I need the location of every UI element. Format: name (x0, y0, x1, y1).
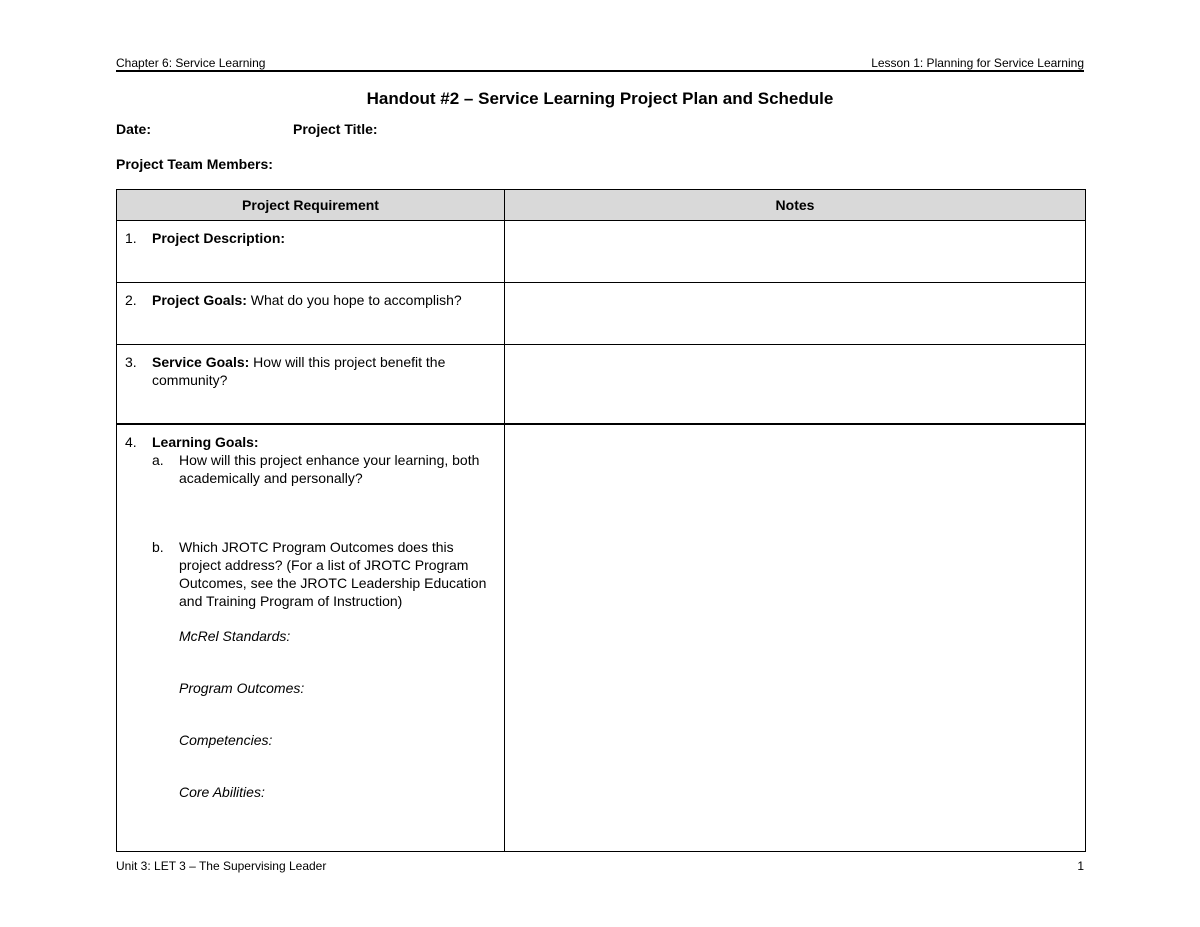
running-header (116, 55, 1084, 71)
competencies-label: Competencies: (179, 732, 273, 748)
team-members-label: Project Team Members: (116, 156, 273, 172)
sub-text: How will this project enhance your learning, both academically and personally? (179, 452, 480, 486)
date-label: Date: (116, 121, 152, 137)
header-rule (116, 70, 1084, 72)
project-title-label: Project Title: (293, 121, 378, 137)
requirement-text: How will this project benefit the community? (152, 354, 446, 388)
table-row (117, 221, 1086, 283)
requirement-label: Project Description: (152, 230, 286, 246)
running-footer (116, 858, 1084, 874)
requirement-label: Learning Goals: (152, 434, 259, 450)
sub-text: Which JROTC Program Outcomes does this project address? (For a list of JROTC Program Outcomes, see the JROTC Leadership Education and Training Program of Instruction) (179, 539, 487, 609)
table-row (117, 424, 1086, 852)
row-number: 4. (125, 434, 137, 450)
table-header-row (117, 190, 1086, 221)
core-abilities-label: Core Abilities: (179, 784, 265, 800)
header-lesson: Lesson 1: Planning for Service Learning (871, 56, 1084, 70)
row-number: 2. (125, 292, 137, 308)
requirement-cell (117, 221, 505, 283)
notes-cell[interactable] (505, 424, 1086, 852)
requirement-cell (117, 345, 505, 425)
page-number: 1 (1077, 859, 1084, 873)
column-header-requirement: Project Requirement (117, 190, 505, 221)
requirement-text: What do you hope to accomplish? (246, 292, 462, 308)
requirement-label: Project Goals: (152, 292, 247, 308)
sub-letter: b. (152, 539, 164, 555)
program-outcomes-label: Program Outcomes: (179, 680, 305, 696)
footer-unit: Unit 3: LET 3 – The Supervising Leader (116, 859, 327, 873)
row-number: 1. (125, 230, 137, 246)
header-chapter: Chapter 6: Service Learning (116, 56, 266, 70)
sub-letter: a. (152, 452, 164, 468)
requirement-label: Service Goals: (152, 354, 250, 370)
notes-cell[interactable] (505, 345, 1086, 425)
column-header-notes: Notes (505, 190, 1086, 221)
notes-cell[interactable] (505, 283, 1086, 345)
requirement-cell (117, 283, 505, 345)
mcrel-standards-label: McRel Standards: (179, 628, 291, 644)
requirement-cell (117, 424, 505, 852)
table-row (117, 345, 1086, 425)
notes-cell[interactable] (505, 221, 1086, 283)
sub-item (152, 538, 496, 610)
project-plan-table (116, 189, 1086, 852)
row-number: 3. (125, 354, 137, 370)
table-row (117, 283, 1086, 345)
sub-item (152, 451, 496, 487)
page-title: Handout #2 – Service Learning Project Plan and Schedule (366, 89, 834, 108)
